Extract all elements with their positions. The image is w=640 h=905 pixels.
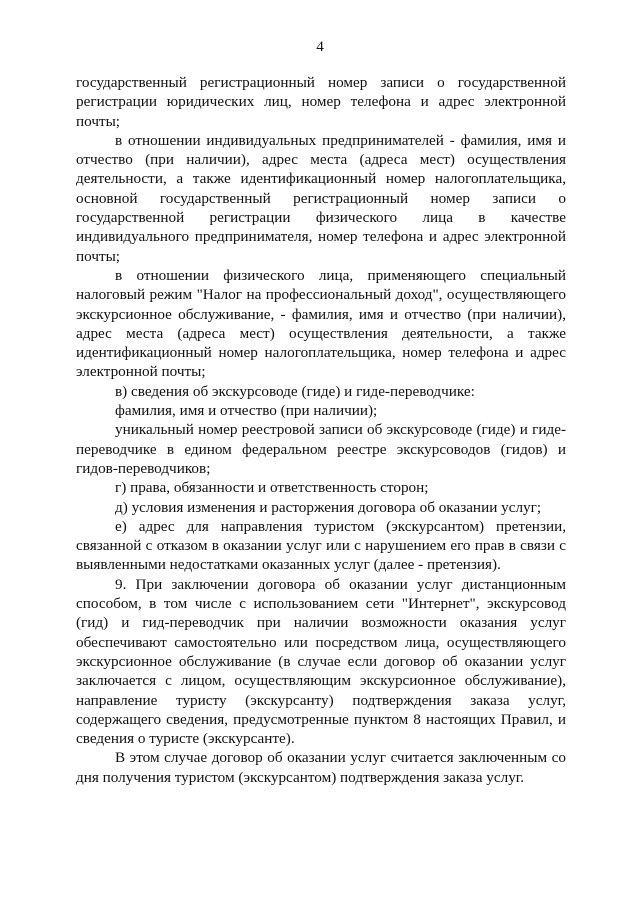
page-number: 4 xyxy=(316,38,324,55)
paragraph-full-name: фамилия, имя и отчество (при наличии); xyxy=(115,402,378,420)
paragraph-item-g-rights: г) права, обязанности и ответственность сторон; xyxy=(115,479,429,497)
paragraph-registry-number: уникальный номер реестровой записи об экскурсоводе (гиде) и гиде-переводчике в едином федеральном реестре экскурсоводов (гидов) и гидов-переводчиков; xyxy=(76,421,566,477)
paragraph-item-d-termination: д) условия изменения и расторжения договора об оказании услуг; xyxy=(115,498,542,516)
paragraph-legal-entity-registration: государственный регистрационный номер записи о государственной регистрации юридических лиц, номер телефона и адрес электронной почты; xyxy=(76,74,566,130)
paragraph-item-e-claim-address: е) адрес для направления туристом (экскурсантом) претензии, связанной с отказом в оказании услуг или с нарушением его прав в связи с выявленными недостатками оказанных услуг (далее - претензия). xyxy=(76,517,566,574)
document-body xyxy=(76,73,566,787)
paragraph-item-v-guide-info: в) сведения об экскурсоводе (гиде) и гиде-переводчике: xyxy=(115,382,475,400)
paragraph-clause-9-remote-contract: 9. При заключении договора об оказании услуг дистанционным способом, в том числе с использованием сети "Интернет", экскурсовод (гид) и гид-переводчик при наличии возможности оказания услуг обеспечивают самостоятельно или посредством лица, осуществляющего экскурсионное обслуживание (в случае если договор об оказании услуг заключается с лицом, осуществляющим экскурсионное обслуживание), направление туристу (экскурсанту) подтверждения заказа услуг, содержащего сведения, предусмотренные пунктом 8 настоящих Правил, и сведения о туристе (экскурсанте). xyxy=(76,575,566,748)
paragraph-self-employed: в отношении физического лица, применяющего специальный налоговый режим "Налог на профессиональный доход", осуществляющего экскурсионное обслуживание, - фамилия, имя и отчество (при наличии), адрес места (адреса мест) осуществления деятельности, а также идентификационный номер налогоплательщика, номер телефона и адрес электронной почты; xyxy=(76,266,566,381)
paragraph-individual-entrepreneurs: в отношении индивидуальных предпринимателей - фамилия, имя и отчество (при наличии), адрес места (адреса мест) осуществления деятельности, а также идентификационный номер налогоплательщика, основной государственный регистрационный номер записи о государственной регистрации физического лица в качестве индивидуального предпринимателя, номер телефона и адрес электронной почты; xyxy=(76,131,566,265)
paragraph-contract-concluded: В этом случае договор об оказании услуг считается заключенным со дня получения туристом (экскурсантом) подтверждения заказа услуг. xyxy=(76,749,566,786)
